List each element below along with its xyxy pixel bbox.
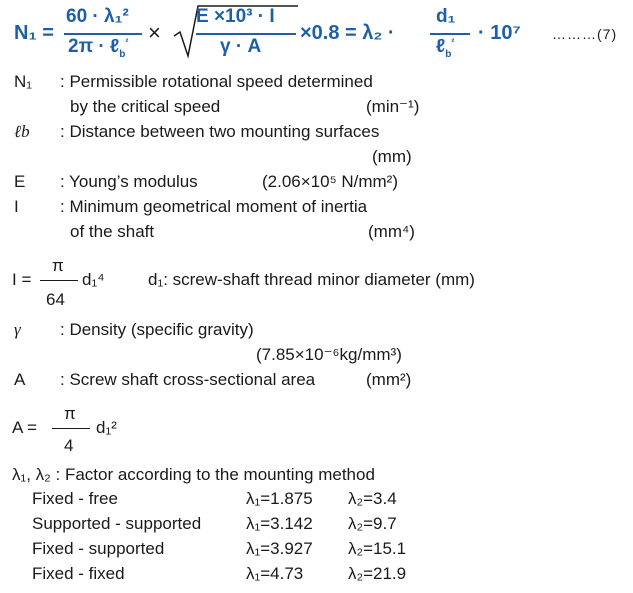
i-denominator: 64 [46, 290, 65, 309]
gamma-unit: (7.85×10⁻⁶kg/mm³) [256, 345, 402, 364]
factor-heading: λ₁, λ₂ : Factor according to the mounting method [12, 465, 375, 484]
a-fraction-bar [52, 428, 90, 429]
def-symbol: ℓb [14, 122, 30, 141]
i-fraction-bar [40, 280, 78, 281]
factor-method: Supported - supported [32, 514, 202, 533]
i-lhs: I = [12, 270, 32, 289]
fraction3-numerator: d₁ [436, 6, 456, 27]
fraction1-bar [64, 33, 142, 35]
gamma-symbol: γ [14, 320, 21, 339]
fraction1-denominator: 2π · ℓ$_b^{^2}$ [68, 36, 129, 60]
def-text: : Permissible rotational speed determined [60, 72, 373, 91]
def-continuation: by the critical speed [70, 97, 221, 116]
factor-lambda1: λ₁=4.73 [246, 564, 304, 583]
formula-middle: ×0.8 = λ₂ · [300, 22, 395, 44]
def-symbol: I [14, 197, 19, 216]
factor-method: Fixed - supported [32, 539, 165, 558]
i-numerator: π [52, 256, 64, 275]
formula-tail: · 10⁷ [478, 22, 521, 44]
fraction3-denominator: ℓ$_b^{^2}$ [436, 36, 455, 60]
factor-method: Fixed - fixed [32, 564, 125, 583]
def-unit: (2.06×10⁵ N/mm²) [262, 172, 398, 191]
def-unit: (min⁻¹) [366, 97, 420, 116]
a-denominator: 4 [64, 436, 74, 455]
fraction3-bar [430, 33, 470, 35]
a-lhs: A = [12, 418, 38, 437]
a-rhs: d₁² [96, 418, 117, 437]
def-symbol: N₁ [14, 72, 33, 91]
a-numerator: π [64, 404, 76, 423]
def-text: : Distance between two mounting surfaces [60, 122, 380, 141]
area-unit: (mm²) [366, 370, 412, 389]
gamma-text: : Density (specific gravity) [60, 320, 254, 339]
equation-number: ………(7) [552, 26, 618, 42]
def-continuation: of the shaft [70, 222, 155, 241]
factor-method: Fixed - free [32, 489, 118, 508]
def-text: : Young’s modulus [60, 172, 198, 191]
factor-lambda2: λ₂=9.7 [348, 514, 397, 533]
sqrt-fraction-bar [196, 33, 296, 35]
times-sign: × [148, 20, 161, 45]
i-rhs: d₁⁴ [82, 270, 105, 289]
factor-lambda1: λ₁=1.875 [246, 489, 313, 508]
def-text: : Minimum geometrical moment of inertia [60, 197, 368, 216]
i-note: d₁: screw-shaft thread minor diameter (mm) [148, 270, 475, 289]
fraction1-numerator: 60 · λ₁² [66, 6, 129, 27]
factor-lambda2: λ₂=3.4 [348, 489, 397, 508]
sqrt-denominator: γ · A [220, 36, 262, 57]
formula-lhs: N₁ = [14, 22, 54, 44]
area-text: : Screw shaft cross-sectional area [60, 370, 316, 389]
def-unit: (mm⁴) [368, 222, 415, 241]
factor-lambda1: λ₁=3.142 [246, 514, 313, 533]
factor-lambda1: λ₁=3.927 [246, 539, 313, 558]
def-unit: (mm) [372, 147, 412, 166]
def-symbol: E [14, 172, 26, 191]
sqrt-numerator: E ×10³ · I [196, 6, 275, 27]
area-symbol: A [14, 370, 26, 389]
factor-lambda2: λ₂=21.9 [348, 564, 407, 583]
factor-lambda2: λ₂=15.1 [348, 539, 407, 558]
